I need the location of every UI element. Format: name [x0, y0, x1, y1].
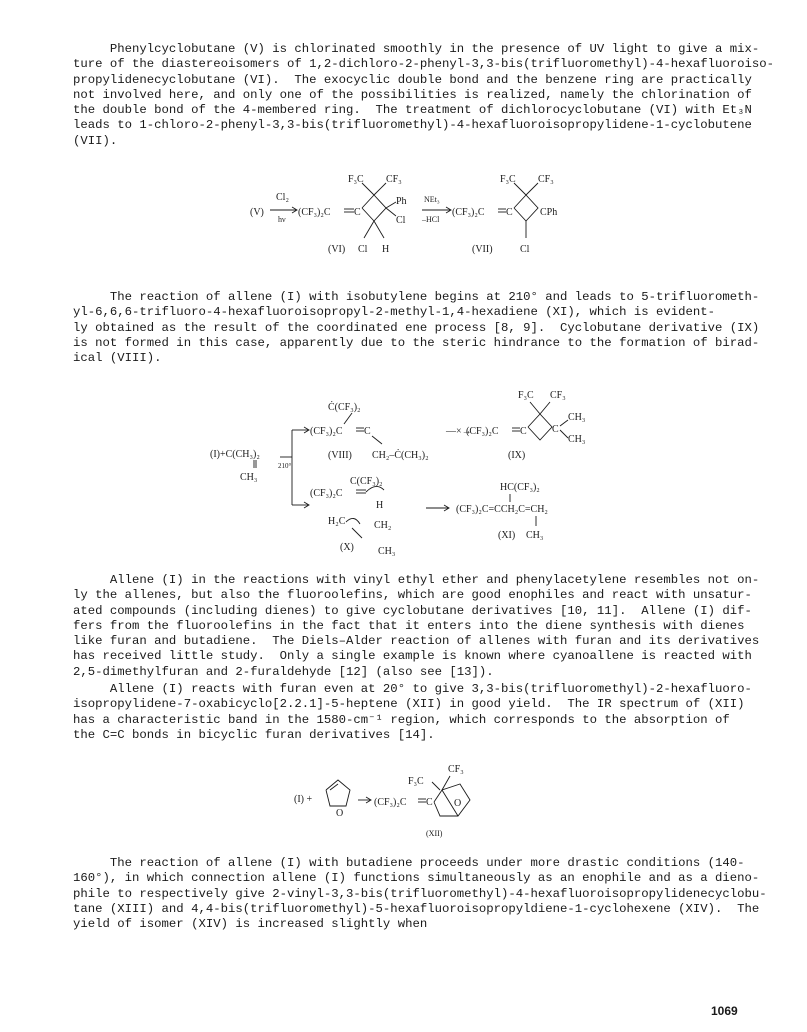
text-line: Allene (I) reacts with furan even at 20° to give 3,3-bis(trifluoromethyl)-2-hexafluoro- — [73, 682, 752, 696]
text-line: is not formed in this case, apparently due to the steric hindrance to the formation of birad- — [73, 335, 760, 350]
reaction-scheme-furan — [290, 760, 510, 840]
double-bond-line — [330, 784, 338, 790]
cyclobutene-ring — [514, 195, 538, 221]
text-line: leads to 1-chloro-2-phenyl-3,3-bis(trifluoromethyl)-4-hexafluoroisopropylidene-1-cyclobutene — [73, 118, 752, 133]
text-line: not involved here, and only one of the possibilities is realized, namely the chlorination of — [73, 87, 752, 102]
ts-group: (CF₃)₂C — [310, 488, 343, 499]
label-xi: (XI) — [498, 530, 516, 541]
xi-main: (CF₃)₂C=CCH₂C=CH₂ — [456, 504, 548, 515]
reactants: (I)+C(CH₃)₂ — [210, 449, 260, 460]
ph-group: Ph — [396, 196, 407, 207]
text-line: has received little study. Only a single example is known where cyanoallene is reacted with — [73, 649, 752, 664]
ix-cf3-a: F₃C — [518, 390, 534, 401]
bond — [530, 402, 540, 414]
reagent-hv: hν — [278, 215, 286, 224]
page-number: 1069 — [711, 1004, 738, 1018]
curved-arrow — [346, 518, 360, 524]
text-line: tane (XIII) and 4,4-bis(trifluoromethyl)-5-hexafluoroisopropyldiene-1-cyclohexene (XIV). The — [73, 901, 760, 916]
carbon: C — [520, 426, 527, 437]
text-line: fers from the fluoroolefins in the fact that it enters into the diene synthesis with dienes — [73, 618, 745, 633]
paragraph-1 — [73, 42, 775, 149]
radical-top: Ċ(CF₃)₂ — [328, 402, 361, 413]
temp: 210° — [278, 462, 292, 470]
label-x: (X) — [340, 542, 354, 553]
cph-group: CPh — [540, 207, 558, 218]
label-viii: (VIII) — [328, 450, 352, 461]
bond — [526, 183, 538, 195]
label-xii: (XII) — [426, 829, 443, 838]
text-line: 160°), in which connection allene (I) functions simultaneously as an enophile and as a dieno- — [73, 871, 760, 886]
bond — [514, 183, 526, 195]
ix-group: (CF₃)₂C — [466, 426, 499, 437]
ring-carbon: C — [552, 424, 559, 435]
bond — [560, 430, 568, 438]
bond — [540, 402, 550, 414]
xi-top: HC(CF₃)₂ — [500, 482, 540, 493]
carbon: C — [426, 797, 433, 808]
paragraph-4 — [73, 682, 763, 743]
bond — [344, 413, 352, 424]
carbon: C — [364, 426, 371, 437]
ts-h: H — [376, 500, 384, 511]
cyclobutane-ring — [528, 414, 552, 440]
cf3-b: CF₃ — [386, 174, 402, 185]
group-cf3-2-c: (CF₃)₂C — [298, 207, 331, 218]
reagent-hcl: –HCl — [422, 215, 440, 224]
label-ix: (IX) — [508, 450, 526, 461]
text-line: The reaction of allene (I) with butadiene proceeds under more drastic conditions (140- — [73, 856, 745, 870]
xi-ch3: CH₃ — [526, 530, 544, 541]
cl-right: Cl — [396, 215, 406, 226]
paragraph-2 — [73, 290, 763, 366]
cf3: CF₃ — [448, 764, 464, 775]
h-bottom: H — [382, 244, 390, 255]
text-line: yield of isomer (XIV) is increased slightly when — [73, 917, 428, 932]
group-cf3-2-c: (CF₃)₂C — [452, 207, 485, 218]
bond — [560, 420, 568, 426]
cf3-a: F₃C — [500, 174, 516, 185]
text-line: Allene (I) in the reactions with vinyl ethyl ether and phenylacetylene resembles not on- — [73, 573, 760, 587]
ch3: CH₃ — [240, 472, 258, 483]
label-vi: (VI) — [328, 244, 346, 255]
blocked-arrow: —×→ — [446, 426, 472, 437]
ts-top: C(CF₃)₂ — [350, 476, 383, 487]
text-line: yl-6,6,6-trifluoro-4-hexafluoroisopropyl-2-methyl-1,4-hexadiene (XI), which is evident- — [73, 305, 716, 320]
ix-ch3-b: CH₃ — [568, 434, 586, 445]
bridge-oxygen: O — [454, 798, 462, 809]
bond — [386, 208, 396, 216]
furan-oxygen: O — [336, 808, 344, 819]
text-line: Phenylcyclobutane (V) is chlorinated smoothly in the presence of UV light to give a mix- — [73, 42, 760, 56]
bond — [362, 183, 374, 195]
radical-bottom: CH₂–Ċ(CH₃)₂ — [372, 450, 429, 461]
reagent-net3: NEt₃ — [424, 195, 440, 204]
radical-group: (CF₃)₂C — [310, 426, 343, 437]
text-line: like furan and butadiene. The Diels–Alder reaction of allenes with furan and its derivatives — [73, 634, 760, 649]
text-line: isopropylidene-7-oxabicyclo[2.2.1]-5-heptene (XII) in good yield. The IR spectrum of (XII) — [73, 697, 745, 712]
text-line: ly the allenes, but also the fluoroolefins, which are good enophiles and react with unsatur- — [73, 588, 752, 603]
text-line: the C=C bonds in bicyclic furan derivatives [14]. — [73, 727, 435, 742]
text-line: the double bond of the 4-membered ring. The treatment of dichlorocyclobutane (VI) with Et₃N — [73, 103, 752, 118]
ring-carbon: C — [506, 207, 513, 218]
bond — [352, 528, 362, 538]
ts-ch3: CH₃ — [378, 546, 396, 557]
reaction-scheme-chlorination — [240, 170, 580, 265]
cf3-a: F₃C — [348, 174, 364, 185]
bond — [372, 436, 382, 444]
text-line: 2,5-dimethylfuran and 2-furaldehyde [12] (also see [13]). — [73, 664, 494, 679]
text-line: phile to respectively give 2-vinyl-3,3-bis(trifluoromethyl)-4-hexafluoroisopropylidenecyclobu- — [73, 886, 767, 901]
furan-ring — [326, 780, 350, 806]
cf3-b: CF₃ — [538, 174, 554, 185]
product-group: (CF₃)₂C — [374, 797, 407, 808]
curved-arrow — [366, 486, 384, 492]
bond — [374, 221, 384, 238]
text-line: The reaction of allene (I) with isobutylene begins at 210° and leads to 5-trifluorometh- — [73, 290, 760, 304]
text-line: (VII). — [73, 133, 118, 148]
paragraph-3 — [73, 573, 763, 680]
text-line: has a characteristic band in the 1580-cm⁻¹ region, which corresponds to the absorption of — [73, 712, 730, 727]
f3c: F₃C — [408, 776, 424, 787]
text-line: ly obtained as the result of the coordinated ene process [8, 9]. Cyclobutane derivative (IX) — [73, 320, 760, 335]
ix-cf3-b: CF₃ — [550, 390, 566, 401]
reagent-cl2: Cl₂ — [276, 192, 289, 203]
bond — [364, 221, 374, 238]
label-v: (V) — [250, 207, 264, 218]
ts-h2c: H₂C — [328, 516, 346, 527]
cyclobutane-ring — [362, 195, 386, 221]
cl-bottom: Cl — [520, 244, 530, 255]
bond — [386, 202, 396, 208]
cl-bottom: Cl — [358, 244, 368, 255]
ring-carbon: C — [354, 207, 361, 218]
text-line: ture of the diastereoisomers of 1,2-dichloro-2-phenyl-3,3-bis(trifluoromethyl)-4-hexafluoroiso- — [73, 57, 775, 72]
paragraph-5 — [73, 856, 767, 932]
ix-ch3-a: CH₃ — [568, 412, 586, 423]
reaction-scheme-ene — [200, 380, 620, 560]
label-vii: (VII) — [472, 244, 493, 255]
bond — [432, 782, 440, 790]
ts-ch2: CH₂ — [374, 520, 392, 531]
text-line: ical (VIII). — [73, 351, 162, 366]
text-line: propylidenecyclobutane (VI). The exocyclic double bond and the benzene ring are practically — [73, 72, 752, 87]
text-line: ated compounds (including dienes) to give cyclobutane derivatives [10, 11]. Allene (I) dif- — [73, 603, 752, 618]
reactant-i: (I) + — [294, 794, 313, 805]
bond — [374, 183, 386, 195]
